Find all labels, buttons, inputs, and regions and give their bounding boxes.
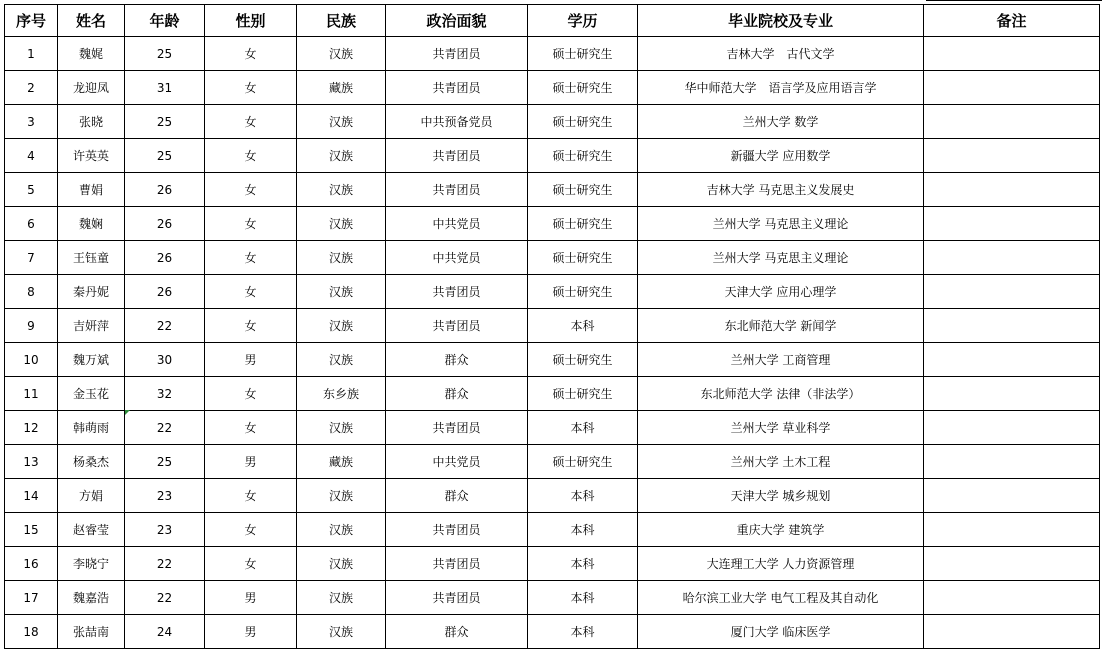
cell-age[interactable]: 26 <box>125 207 205 241</box>
cell-no[interactable]: 2 <box>5 71 58 105</box>
cell-education[interactable]: 硕士研究生 <box>528 71 638 105</box>
cell-name[interactable]: 张喆南 <box>58 615 125 649</box>
cell-gender[interactable]: 女 <box>205 377 297 411</box>
cell-age[interactable]: 22 <box>125 411 205 445</box>
cell-ethnicity[interactable]: 汉族 <box>297 479 386 513</box>
cell-age[interactable]: 24 <box>125 615 205 649</box>
cell-gender[interactable]: 女 <box>205 71 297 105</box>
cell-political[interactable]: 共青团员 <box>386 581 528 615</box>
table-row <box>5 37 1100 71</box>
cell-ethnicity[interactable]: 藏族 <box>297 445 386 479</box>
cell-ethnicity[interactable]: 汉族 <box>297 547 386 581</box>
cell-ethnicity[interactable]: 汉族 <box>297 207 386 241</box>
cell-school-major[interactable]: 哈尔滨工业大学 电气工程及其自动化 <box>638 581 924 615</box>
cell-name[interactable]: 李晓宁 <box>58 547 125 581</box>
table-row <box>5 581 1100 615</box>
cell-school-major[interactable]: 天津大学 城乡规划 <box>638 479 924 513</box>
cell-education[interactable]: 本科 <box>528 479 638 513</box>
header-remark[interactable]: 备注 <box>924 5 1100 37</box>
cell-name[interactable]: 韩萌雨 <box>58 411 125 445</box>
cell-age[interactable]: 26 <box>125 173 205 207</box>
cell-ethnicity[interactable]: 汉族 <box>297 615 386 649</box>
cell-age[interactable]: 22 <box>125 309 205 343</box>
cell-name[interactable]: 杨桑杰 <box>58 445 125 479</box>
cell-remark[interactable] <box>924 105 1100 139</box>
cell-gender[interactable]: 女 <box>205 105 297 139</box>
cell-remark[interactable] <box>924 445 1100 479</box>
header-name[interactable]: 姓名 <box>58 5 125 37</box>
cell-remark[interactable] <box>924 377 1100 411</box>
header-political[interactable]: 政治面貌 <box>386 5 528 37</box>
candidate-table <box>4 4 1100 649</box>
table-row <box>5 309 1100 343</box>
cell-political[interactable]: 共青团员 <box>386 547 528 581</box>
cell-education[interactable]: 硕士研究生 <box>528 207 638 241</box>
cell-name[interactable]: 秦丹妮 <box>58 275 125 309</box>
cell-age[interactable]: 26 <box>125 241 205 275</box>
cell-education[interactable]: 硕士研究生 <box>528 445 638 479</box>
cell-age[interactable]: 31 <box>125 71 205 105</box>
cell-school-major[interactable]: 新疆大学 应用数学 <box>638 139 924 173</box>
cell-education[interactable]: 硕士研究生 <box>528 377 638 411</box>
table-header <box>5 5 1100 37</box>
cell-political[interactable]: 群众 <box>386 479 528 513</box>
cell-age[interactable]: 23 <box>125 513 205 547</box>
cell-age[interactable]: 30 <box>125 343 205 377</box>
cell-gender[interactable]: 女 <box>205 173 297 207</box>
cell-ethnicity[interactable]: 汉族 <box>297 343 386 377</box>
cell-ethnicity[interactable]: 汉族 <box>297 139 386 173</box>
cell-school-major[interactable]: 华中师范大学 语言学及应用语言学 <box>638 71 924 105</box>
table-row <box>5 343 1100 377</box>
cell-remark[interactable] <box>924 71 1100 105</box>
cell-gender[interactable]: 男 <box>205 615 297 649</box>
cell-age[interactable]: 25 <box>125 105 205 139</box>
cell-remark[interactable] <box>924 173 1100 207</box>
cell-name[interactable]: 曹娟 <box>58 173 125 207</box>
cell-education[interactable]: 硕士研究生 <box>528 173 638 207</box>
cell-school-major[interactable]: 天津大学 应用心理学 <box>638 275 924 309</box>
header-gender[interactable]: 性别 <box>205 5 297 37</box>
cell-ethnicity[interactable]: 汉族 <box>297 241 386 275</box>
header-ethnicity[interactable]: 民族 <box>297 5 386 37</box>
cell-name[interactable]: 许英英 <box>58 139 125 173</box>
cell-age[interactable]: 23 <box>125 479 205 513</box>
cell-political[interactable]: 群众 <box>386 377 528 411</box>
cell-remark[interactable] <box>924 615 1100 649</box>
cell-school-major[interactable]: 东北师范大学 新闻学 <box>638 309 924 343</box>
cell-no[interactable]: 11 <box>5 377 58 411</box>
cell-name[interactable]: 魏娓 <box>58 37 125 71</box>
cell-political[interactable]: 群众 <box>386 343 528 377</box>
cell-no[interactable]: 7 <box>5 241 58 275</box>
cell-name[interactable]: 魏万斌 <box>58 343 125 377</box>
cell-age[interactable]: 25 <box>125 445 205 479</box>
cell-political[interactable]: 共青团员 <box>386 411 528 445</box>
cell-name[interactable]: 金玉花 <box>58 377 125 411</box>
table-row <box>5 207 1100 241</box>
cell-age[interactable]: 25 <box>125 37 205 71</box>
cell-school-major[interactable]: 东北师范大学 法律（非法学） <box>638 377 924 411</box>
cell-political[interactable]: 共青团员 <box>386 513 528 547</box>
cell-school-major[interactable]: 厦门大学 临床医学 <box>638 615 924 649</box>
cell-age[interactable]: 22 <box>125 547 205 581</box>
cell-political[interactable]: 中共预备党员 <box>386 105 528 139</box>
cell-gender[interactable]: 女 <box>205 37 297 71</box>
cell-no[interactable]: 16 <box>5 547 58 581</box>
table-row <box>5 377 1100 411</box>
cell-gender[interactable]: 女 <box>205 411 297 445</box>
cell-age[interactable]: 32 <box>125 377 205 411</box>
cell-no[interactable]: 10 <box>5 343 58 377</box>
cell-education[interactable]: 本科 <box>528 513 638 547</box>
cell-no[interactable]: 15 <box>5 513 58 547</box>
cell-political[interactable]: 共青团员 <box>386 71 528 105</box>
cell-age[interactable]: 22 <box>125 581 205 615</box>
cell-name[interactable]: 吉妍萍 <box>58 309 125 343</box>
header-age[interactable]: 年龄 <box>125 5 205 37</box>
cell-gender[interactable]: 女 <box>205 207 297 241</box>
cell-no[interactable]: 9 <box>5 309 58 343</box>
cell-name[interactable]: 王钰童 <box>58 241 125 275</box>
cell-gender[interactable]: 女 <box>205 275 297 309</box>
cell-education[interactable]: 硕士研究生 <box>528 37 638 71</box>
cell-school-major[interactable]: 吉林大学 古代文学 <box>638 37 924 71</box>
cell-political[interactable]: 中共党员 <box>386 241 528 275</box>
header-education[interactable]: 学历 <box>528 5 638 37</box>
cell-school-major[interactable]: 大连理工大学 人力资源管理 <box>638 547 924 581</box>
table-row <box>5 71 1100 105</box>
cell-political[interactable]: 群众 <box>386 615 528 649</box>
cell-political[interactable]: 中共党员 <box>386 445 528 479</box>
cell-no[interactable]: 3 <box>5 105 58 139</box>
cell-remark[interactable] <box>924 139 1100 173</box>
cell-gender[interactable]: 女 <box>205 479 297 513</box>
cell-education[interactable]: 本科 <box>528 309 638 343</box>
cell-political[interactable]: 共青团员 <box>386 309 528 343</box>
cell-remark[interactable] <box>924 547 1100 581</box>
cell-gender[interactable]: 女 <box>205 309 297 343</box>
table-row <box>5 139 1100 173</box>
cell-no[interactable]: 6 <box>5 207 58 241</box>
cell-name[interactable]: 龙迎凤 <box>58 71 125 105</box>
cell-gender[interactable]: 女 <box>205 547 297 581</box>
cell-no[interactable]: 18 <box>5 615 58 649</box>
cell-political[interactable]: 共青团员 <box>386 37 528 71</box>
table-row <box>5 547 1100 581</box>
cell-ethnicity[interactable]: 汉族 <box>297 581 386 615</box>
cell-remark[interactable] <box>924 207 1100 241</box>
table-row <box>5 411 1100 445</box>
cell-education[interactable]: 硕士研究生 <box>528 139 638 173</box>
cell-comment-marker <box>125 410 130 415</box>
cell-school-major[interactable]: 兰州大学 马克思主义理论 <box>638 207 924 241</box>
cell-no[interactable]: 14 <box>5 479 58 513</box>
cell-name[interactable]: 魏嘉浩 <box>58 581 125 615</box>
cell-gender[interactable]: 男 <box>205 343 297 377</box>
cell-gender[interactable]: 女 <box>205 513 297 547</box>
cell-no[interactable]: 8 <box>5 275 58 309</box>
header-school-major[interactable]: 毕业院校及专业 <box>638 5 924 37</box>
cell-no[interactable]: 5 <box>5 173 58 207</box>
header-no[interactable]: 序号 <box>5 5 58 37</box>
cell-education[interactable]: 本科 <box>528 547 638 581</box>
cell-school-major[interactable]: 兰州大学 土木工程 <box>638 445 924 479</box>
cell-no[interactable]: 12 <box>5 411 58 445</box>
cell-school-major[interactable]: 兰州大学 草业科学 <box>638 411 924 445</box>
table-row <box>5 615 1100 649</box>
cell-no[interactable]: 1 <box>5 37 58 71</box>
cell-education[interactable]: 本科 <box>528 581 638 615</box>
cell-education[interactable]: 硕士研究生 <box>528 343 638 377</box>
cell-ethnicity[interactable]: 汉族 <box>297 173 386 207</box>
cell-no[interactable]: 4 <box>5 139 58 173</box>
cell-remark[interactable] <box>924 241 1100 275</box>
cell-school-major[interactable]: 兰州大学 数学 <box>638 105 924 139</box>
cell-remark[interactable] <box>924 581 1100 615</box>
cell-remark[interactable] <box>924 309 1100 343</box>
cell-no[interactable]: 13 <box>5 445 58 479</box>
cell-school-major[interactable]: 吉林大学 马克思主义发展史 <box>638 173 924 207</box>
header-row <box>5 5 1100 37</box>
cell-remark[interactable] <box>924 479 1100 513</box>
table-row <box>5 241 1100 275</box>
table-row <box>5 275 1100 309</box>
cell-ethnicity[interactable]: 汉族 <box>297 275 386 309</box>
cell-remark[interactable] <box>924 275 1100 309</box>
table-row <box>5 479 1100 513</box>
cell-ethnicity[interactable]: 汉族 <box>297 37 386 71</box>
cell-education[interactable]: 硕士研究生 <box>528 241 638 275</box>
cell-remark[interactable] <box>924 411 1100 445</box>
cell-education[interactable]: 硕士研究生 <box>528 105 638 139</box>
cell-remark[interactable] <box>924 513 1100 547</box>
cell-education[interactable]: 本科 <box>528 615 638 649</box>
cell-name[interactable]: 张晓 <box>58 105 125 139</box>
table-row <box>5 445 1100 479</box>
cell-education[interactable]: 本科 <box>528 411 638 445</box>
cell-school-major[interactable]: 重庆大学 建筑学 <box>638 513 924 547</box>
cell-age[interactable]: 26 <box>125 275 205 309</box>
table-row <box>5 173 1100 207</box>
cell-name[interactable]: 方娟 <box>58 479 125 513</box>
cell-school-major[interactable]: 兰州大学 马克思主义理论 <box>638 241 924 275</box>
cell-ethnicity[interactable]: 汉族 <box>297 309 386 343</box>
cell-political[interactable]: 共青团员 <box>386 139 528 173</box>
cell-age[interactable]: 25 <box>125 139 205 173</box>
cell-ethnicity[interactable]: 东乡族 <box>297 377 386 411</box>
cell-ethnicity[interactable]: 汉族 <box>297 411 386 445</box>
cell-education[interactable]: 硕士研究生 <box>528 275 638 309</box>
cell-ethnicity[interactable]: 藏族 <box>297 71 386 105</box>
cell-ethnicity[interactable]: 汉族 <box>297 513 386 547</box>
cell-political[interactable]: 中共党员 <box>386 207 528 241</box>
cell-gender[interactable]: 女 <box>205 241 297 275</box>
cell-no[interactable]: 17 <box>5 581 58 615</box>
cell-political[interactable]: 共青团员 <box>386 275 528 309</box>
table-row <box>5 513 1100 547</box>
cell-gender[interactable]: 男 <box>205 581 297 615</box>
cell-ethnicity[interactable]: 汉族 <box>297 105 386 139</box>
cell-gender[interactable]: 女 <box>205 139 297 173</box>
cell-remark[interactable] <box>924 343 1100 377</box>
cell-remark[interactable] <box>924 37 1100 71</box>
table-body <box>5 37 1100 649</box>
table-row <box>5 105 1100 139</box>
cell-name[interactable]: 魏娴 <box>58 207 125 241</box>
cell-school-major[interactable]: 兰州大学 工商管理 <box>638 343 924 377</box>
cell-political[interactable]: 共青团员 <box>386 173 528 207</box>
cell-name[interactable]: 赵睿莹 <box>58 513 125 547</box>
cell-gender[interactable]: 男 <box>205 445 297 479</box>
